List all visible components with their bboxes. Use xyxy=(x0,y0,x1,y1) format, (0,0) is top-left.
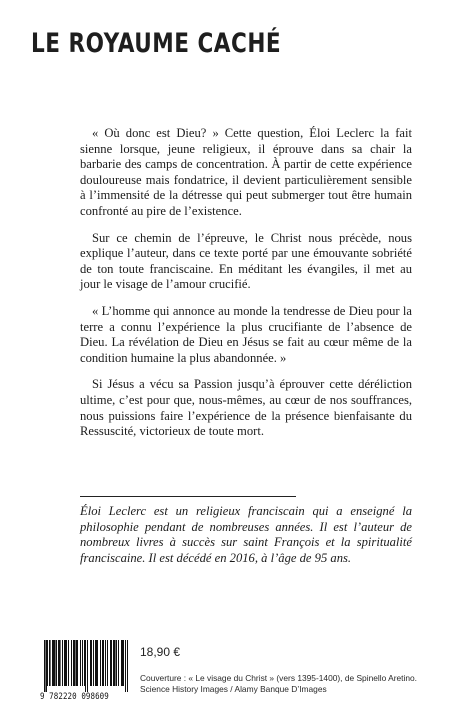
isbn-digits: 9 782220 098609 xyxy=(40,692,109,702)
blurb-paragraph-4: Si Jésus a vécu sa Passion jusqu’à éprouver cette déréliction ultime, c’est pour que, nous-mêmes, au cœur de nos souffrances, nous puissions faire l’expérience de la présence bienfaisante du Ressuscité, victorieux de toute mort. xyxy=(80,377,412,439)
author-bio: Éloi Leclerc est un religieux franciscain qui a enseigné la philosophie pendant de nombreuses années. Il est l’auteur de nombreux livres à succès sur saint François et la spiritualité franciscaine. Il est décédé en 2016, à l’âge de 95 ans. xyxy=(80,504,412,565)
barcode-bars xyxy=(44,640,128,692)
blurb-text xyxy=(80,126,412,451)
cover-credits xyxy=(140,673,440,695)
credits-line-1: Couverture : « Le visage du Christ » (vers 1395-1400), de Spinello Aretino. xyxy=(140,673,417,683)
book-title: LE ROYAUME CACHÉ xyxy=(31,28,282,59)
blurb-paragraph-1: « Où donc est Dieu? » Cette question, Éloi Leclerc la fait sienne lorsque, jeune religieux, il éprouve dans sa chair la barbarie des camps de concentration. À partir de cette expérience douloureuse mais fondatrice, il devient particulièrement sensible à l’immensité de la détresse qui peut submerger tout être humain confronté au pire de l’existence. xyxy=(80,126,412,218)
blurb-paragraph-3: « L’homme qui annonce au monde la tendresse de Dieu pour la terre a connu l’expérience la plus crucifiante de l’absence de Dieu. La révélation de Dieu en Jésus se fait au cœur même de la condition humaine la plus abandonnée. » xyxy=(80,303,412,365)
isbn-barcode xyxy=(40,640,128,704)
credits-line-2: Science History Images / Alamy Banque D’Images xyxy=(140,684,327,694)
blurb-paragraph-2: Sur ce chemin de l’épreuve, le Christ nous précède, nous explique l’auteur, dans ce texte porté par une émouvante sobriété de ton toute franciscaine. En méditant les évangiles, il met au jour le visage de l’amour crucifié. xyxy=(80,230,412,292)
price-label: 18,90 € xyxy=(140,645,181,659)
section-divider xyxy=(80,496,296,497)
